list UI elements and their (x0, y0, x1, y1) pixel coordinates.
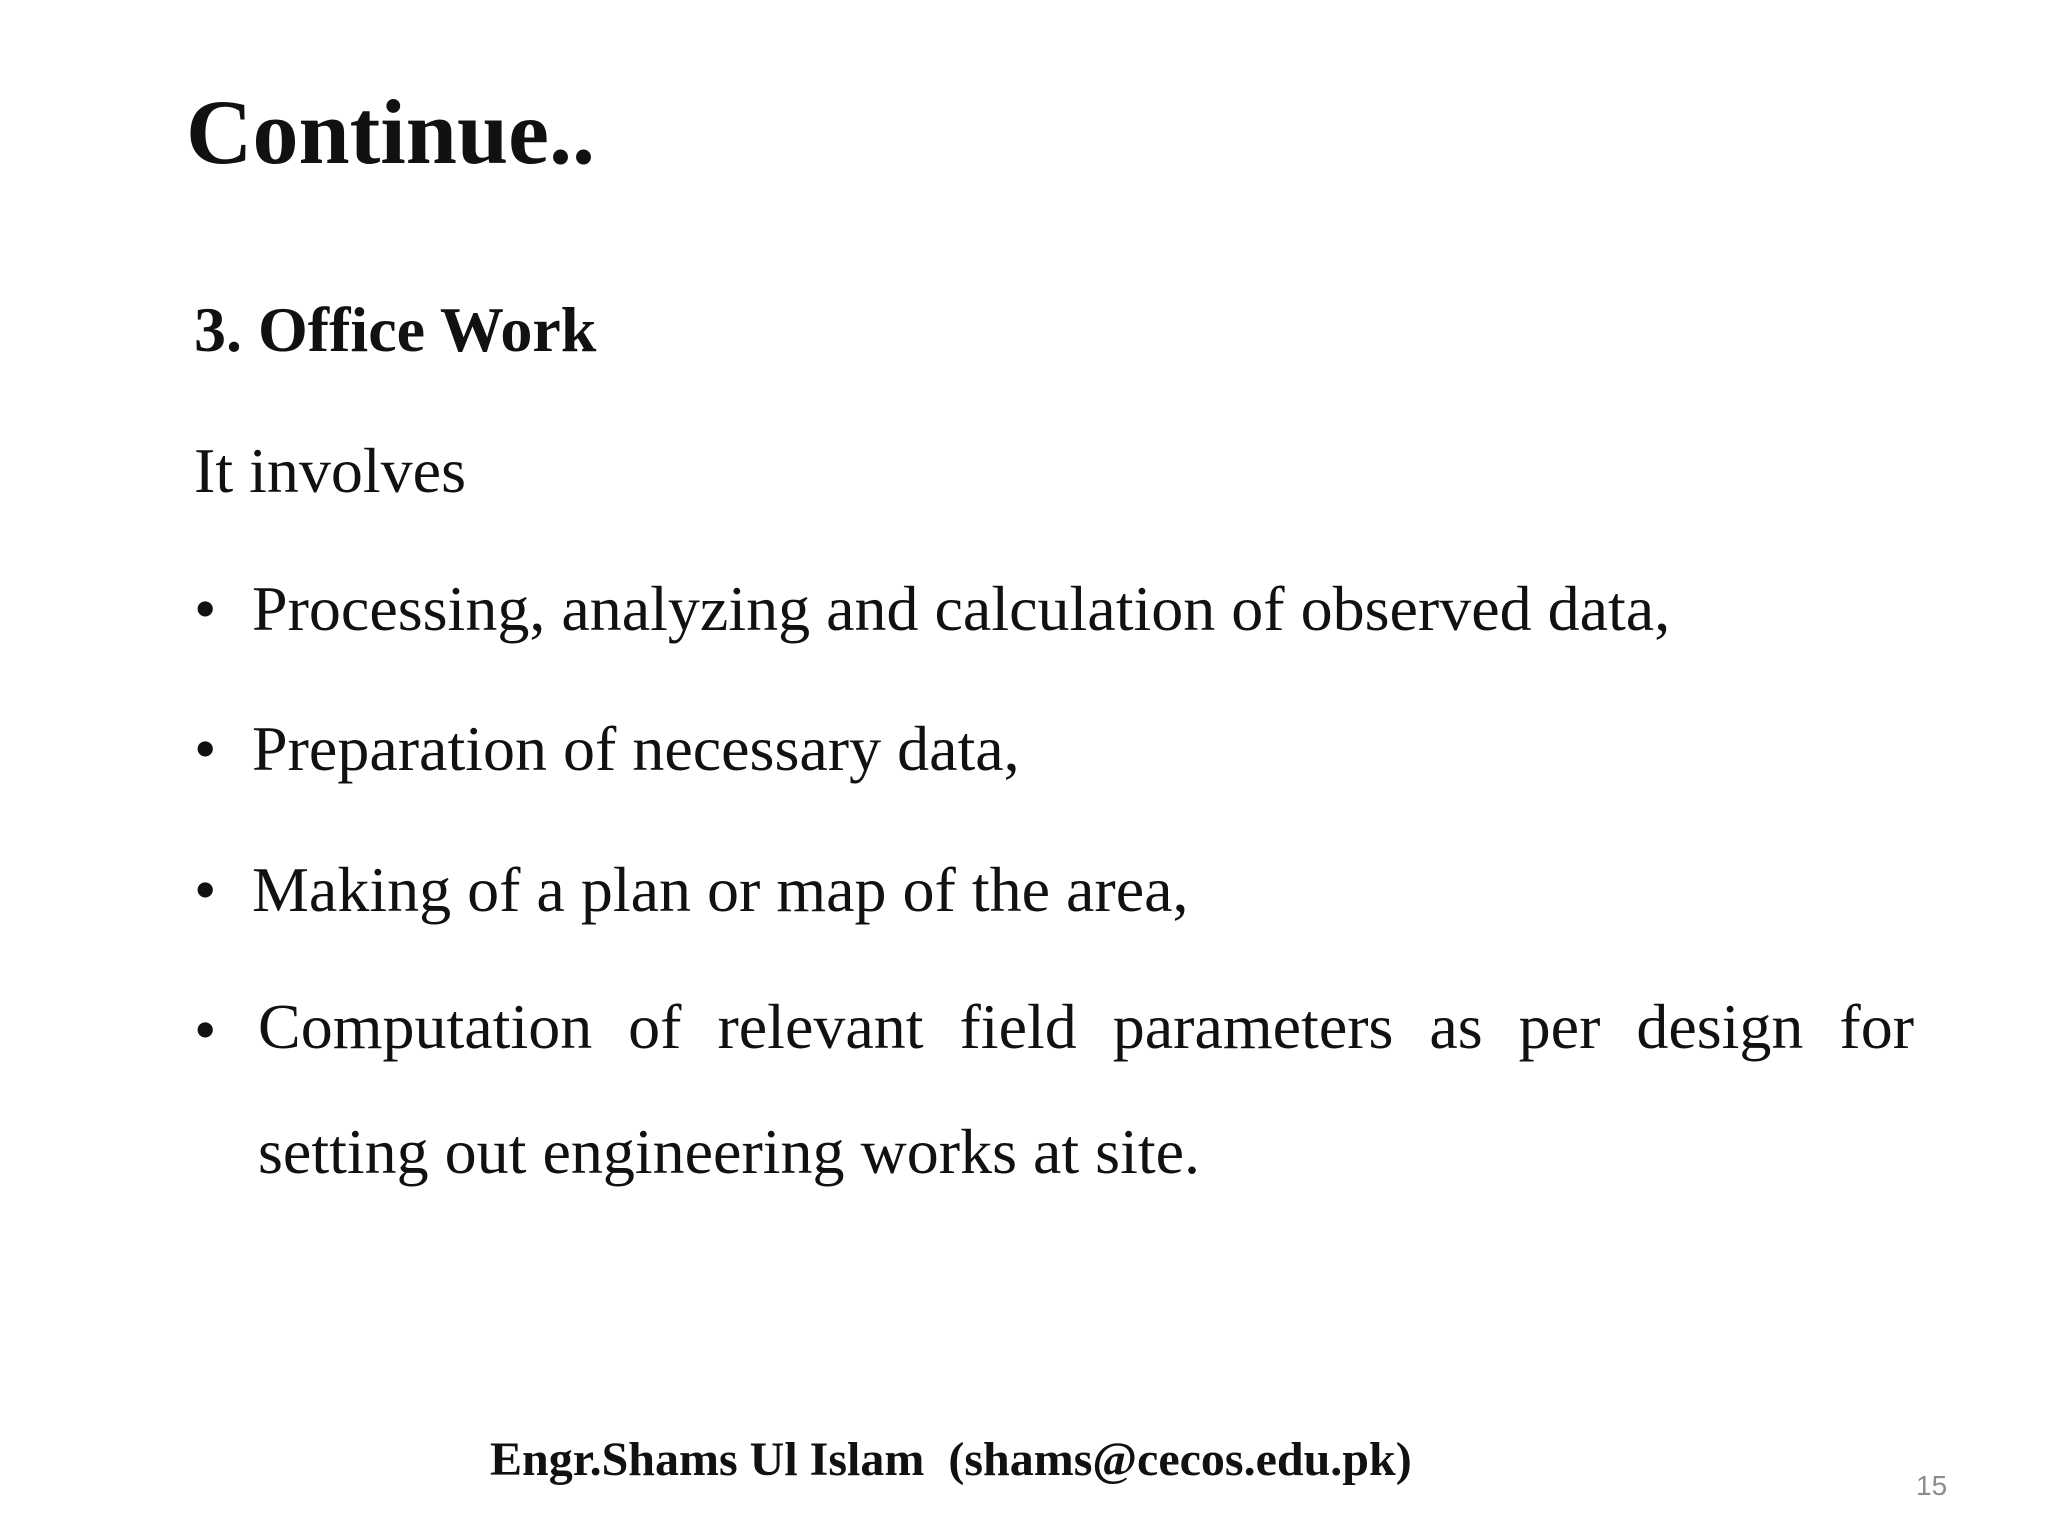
bullet-text: Preparation of necessary data, (252, 713, 1020, 785)
bullet-icon: • (194, 994, 217, 1066)
intro-text: It involves (194, 435, 466, 506)
bullet-text: Processing, analyzing and calculation of observed data, (252, 573, 1671, 644)
bullet-icon: • (194, 573, 217, 644)
bullet-icon: • (194, 853, 217, 925)
bullet-list (194, 574, 1914, 1285)
bullet-item (194, 714, 1914, 784)
page-number: 15 (1916, 1470, 1948, 1501)
section-heading: 3. Office Work (194, 294, 597, 365)
bullet-text: Computation of relevant field parameters as per design for setting out engineering works at site. (258, 991, 1914, 1187)
bullet-item (194, 574, 1914, 644)
bullet-icon: • (194, 713, 217, 785)
slide-title: Continue.. (186, 81, 595, 183)
footer-author: Engr.Shams Ul Islam (shams@cecos.edu.pk) (490, 1433, 1412, 1486)
bullet-text: Making of a plan or map of the area, (252, 853, 1189, 925)
bullet-item (194, 855, 1914, 925)
bullet-item (194, 991, 1914, 1215)
